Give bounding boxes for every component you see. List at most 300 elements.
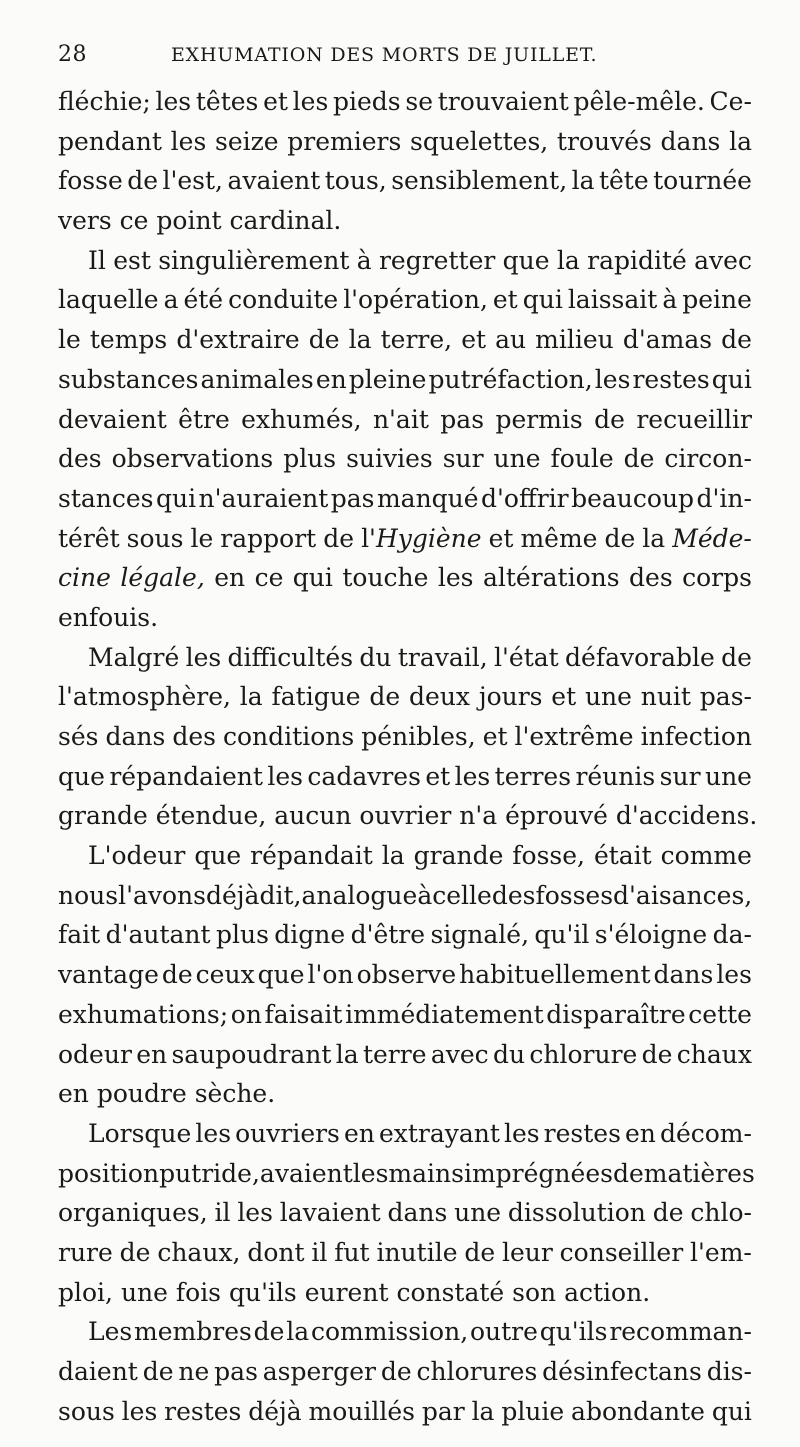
word: désinfectans [542, 1357, 702, 1386]
word: l'avons [118, 880, 206, 910]
word: le [190, 523, 214, 553]
word: inutile [376, 1237, 458, 1267]
word: les [170, 126, 207, 156]
page-header [58, 40, 752, 76]
word: singulièrement [158, 245, 350, 275]
word: d'être [350, 920, 426, 950]
word: avec [694, 245, 752, 275]
word: le [58, 325, 81, 355]
word: stances [58, 483, 154, 513]
text-line [58, 1035, 752, 1075]
text-line [58, 677, 752, 717]
word: de [464, 1237, 496, 1267]
word: observations [111, 444, 274, 474]
text-line [58, 360, 752, 400]
word: la [335, 1039, 359, 1069]
word: habituellement [459, 960, 651, 990]
word: rapport [220, 523, 317, 553]
word: de [369, 682, 401, 712]
word: mains [388, 1158, 464, 1188]
word: position [58, 1158, 160, 1188]
word: restes [164, 1396, 242, 1426]
word-part: l' [361, 523, 376, 553]
word: milieu [535, 325, 614, 355]
word: une [493, 444, 541, 474]
word: nous [58, 880, 119, 910]
word: corps [682, 563, 752, 593]
word: disparaître [546, 999, 686, 1029]
word: cadavres [307, 761, 421, 791]
word: qu'ils [539, 1317, 608, 1347]
word: que [194, 841, 242, 871]
word: l'état [494, 642, 559, 672]
word: immédiatement [345, 999, 544, 1029]
word: que [58, 761, 105, 791]
word [58, 558, 111, 598]
word: avec [430, 1039, 489, 1069]
word: de [721, 642, 752, 672]
word: touche [342, 563, 429, 593]
word: imprégnées [463, 1158, 613, 1188]
word: qui [292, 563, 333, 593]
word: Lorsque [88, 1118, 192, 1148]
word: membres [134, 1317, 252, 1347]
word: dissolution [507, 1198, 646, 1228]
text-line [58, 598, 752, 638]
word: que [502, 245, 550, 275]
word: qui [711, 1396, 752, 1426]
text-line [58, 1273, 752, 1313]
word: les [292, 87, 329, 116]
word: Malgré [88, 642, 180, 672]
line-text: en poudre sèche. [58, 1079, 276, 1109]
word: lavaient [279, 1198, 381, 1228]
word: et [263, 87, 288, 116]
word: avaient [259, 1158, 353, 1188]
word: recomman- [609, 1317, 752, 1347]
word: des [172, 722, 216, 751]
word: pluie [501, 1396, 565, 1426]
word: cette [688, 999, 752, 1029]
word: terre, [380, 325, 453, 355]
word [672, 519, 752, 559]
word: de [623, 444, 655, 474]
word: suivies [346, 444, 433, 474]
word: des [629, 563, 673, 593]
paragraph-first-line [58, 241, 752, 281]
word: de [142, 1357, 174, 1386]
word: Les [88, 1317, 133, 1347]
text-line [58, 519, 752, 559]
word: et [425, 761, 451, 791]
page-number: 28 [58, 42, 87, 67]
italic-word: légale, [120, 563, 205, 593]
word: de [641, 1039, 673, 1069]
word: deux [409, 682, 471, 712]
word: tête [598, 166, 649, 196]
word: fléchie; [58, 87, 151, 116]
word: il [311, 1237, 328, 1267]
word: jours [478, 682, 543, 712]
word: pêle-mêle. [573, 87, 705, 116]
word: d'in- [696, 483, 752, 513]
line-text: vers ce point cardinal. [58, 206, 342, 236]
word: fait [58, 920, 101, 950]
word: l'on [307, 960, 354, 990]
paragraph-first-line [58, 1114, 752, 1154]
word: était [593, 841, 652, 871]
word: tous, [324, 166, 387, 196]
word: putride, [159, 1158, 260, 1188]
word: déjà [205, 880, 260, 910]
word: peine [682, 285, 752, 315]
word: recueillir [636, 404, 752, 434]
word: du [359, 642, 392, 672]
word: la [642, 523, 666, 553]
text-line [58, 995, 752, 1035]
italic-word: cine [58, 563, 111, 593]
word: tournée [653, 166, 752, 196]
word: terre [362, 1039, 427, 1069]
word: des [58, 444, 102, 474]
word: les [121, 1396, 158, 1426]
word: les [185, 642, 222, 672]
word: conditions [223, 722, 355, 751]
word: L'odeur [88, 841, 186, 871]
word: fatigue [271, 682, 361, 712]
word: du [492, 1039, 526, 1069]
word: la [729, 126, 752, 156]
word: rure [58, 1237, 113, 1267]
paragraph-first-line [58, 638, 752, 678]
text-line [58, 1352, 752, 1392]
word: d'autant [105, 920, 211, 950]
word: de [127, 166, 159, 196]
word: qui [711, 364, 752, 394]
word: vantage [58, 960, 159, 990]
word: permis [495, 404, 583, 434]
word: de [119, 1237, 151, 1267]
word: ceux [195, 960, 255, 990]
word: a [163, 285, 179, 315]
text-line [58, 1074, 752, 1114]
word: et [461, 325, 487, 355]
word: de [253, 1317, 285, 1347]
word: pieds [333, 87, 401, 116]
word: dans [387, 1198, 448, 1228]
word: par [421, 1396, 465, 1426]
text-line [58, 439, 752, 479]
text-line [58, 280, 752, 320]
word: et [551, 682, 577, 712]
word: plus [215, 920, 269, 950]
word: substances [58, 364, 199, 394]
word: rapidité [587, 245, 687, 275]
line-text: enfouis. [58, 602, 159, 632]
word: beaucoup [571, 483, 695, 513]
word: répandait [250, 841, 373, 871]
word: sensiblement, [391, 166, 568, 196]
running-title: EXHUMATION DES MORTS DE JUILLET. [171, 44, 598, 66]
word: qui [155, 483, 197, 513]
word: la [348, 325, 372, 355]
word: temps [89, 325, 168, 355]
word: les [594, 364, 631, 394]
text-line [58, 479, 752, 519]
word: et [488, 523, 514, 553]
text-line [58, 1193, 752, 1233]
text-line [58, 161, 752, 201]
line-text: ploi, une fois qu'ils eurent constaté son action. [58, 1277, 651, 1307]
word: à [356, 245, 372, 275]
word: pas [214, 1357, 258, 1386]
word: Ce- [709, 87, 752, 116]
word: sous [126, 523, 184, 553]
word: fut [334, 1237, 370, 1267]
word: en [214, 563, 246, 593]
word: daient [58, 1357, 138, 1386]
word: qu'il [534, 920, 590, 950]
word: putréfaction, [428, 364, 593, 394]
word: pas [330, 483, 375, 513]
word: les [437, 563, 474, 593]
word: observe [356, 960, 457, 990]
word: chlorure [529, 1039, 638, 1069]
word: décom- [659, 1118, 752, 1148]
word: même [520, 523, 598, 553]
word: seize [215, 126, 279, 156]
paragraph-first-line [58, 836, 752, 876]
word: de [721, 325, 752, 355]
word: leur [501, 1237, 553, 1267]
word: regretter [378, 245, 496, 275]
word: n'auraient [198, 483, 329, 513]
word: il [214, 1198, 231, 1228]
word: extrayant [378, 1118, 500, 1148]
word: une [584, 682, 632, 712]
word: dans [660, 126, 721, 156]
word: qui [522, 285, 563, 315]
word: restes [543, 1118, 621, 1148]
word: les [716, 960, 752, 990]
word: pas- [699, 682, 752, 712]
text-line [58, 955, 752, 995]
word: trouvaient [437, 87, 569, 116]
word: animales [200, 364, 314, 394]
word: à [662, 285, 678, 315]
text-line [58, 717, 752, 757]
word: exhumations; [58, 999, 229, 1029]
word: à [417, 880, 433, 910]
text-line [58, 796, 758, 836]
word: Il [88, 245, 106, 275]
word: est [113, 245, 151, 275]
word: sur [442, 444, 484, 474]
word: saupoudrant [171, 1039, 332, 1069]
text-line [58, 320, 752, 360]
word: sés [58, 722, 99, 751]
word: avaient [227, 166, 321, 196]
word: d'extraire [176, 325, 300, 355]
word: dont [247, 1237, 305, 1267]
text-line [58, 757, 752, 797]
word: premiers [287, 126, 402, 156]
word: déjà [248, 1396, 302, 1426]
italic-word: Méde- [672, 523, 752, 553]
word: exhumés, [241, 404, 362, 434]
word: d'aisances, [613, 880, 753, 910]
word: comme [660, 841, 752, 871]
word: en [315, 364, 347, 394]
word: terres [494, 761, 572, 791]
word: chlorures [416, 1357, 538, 1386]
word: altérations [482, 563, 620, 593]
word: s'éloigne [594, 920, 708, 950]
word: été [183, 285, 224, 315]
word: défavorable [565, 642, 715, 672]
word: l'opération, [343, 285, 488, 315]
word: que [257, 960, 305, 990]
word: da- [712, 920, 752, 950]
word: difficultés [227, 642, 354, 672]
word: ouvriers [235, 1118, 340, 1148]
word: en [136, 1039, 168, 1069]
line-text: grande étendue, aucun ouvrier n'a éprouvé d'accidens. [58, 801, 758, 831]
word: matières [643, 1158, 755, 1188]
word: fosses [535, 880, 614, 910]
word: d'offrir [481, 483, 569, 513]
word: grande [413, 841, 504, 871]
text-line [58, 876, 752, 916]
word: une [454, 1198, 502, 1228]
word: être [178, 404, 230, 434]
word: de [652, 1198, 684, 1228]
word: fosse, [512, 841, 586, 871]
word: plus [283, 444, 337, 474]
word: sous [58, 1396, 115, 1426]
word: de [380, 1357, 412, 1386]
word: pas [440, 404, 485, 434]
word: nuit [640, 682, 691, 712]
text-line [58, 82, 752, 122]
word: ne [178, 1357, 210, 1386]
word: chlo- [690, 1198, 752, 1228]
word: la [381, 841, 405, 871]
word: dit, [259, 880, 302, 910]
word: commission, [310, 1317, 469, 1347]
word: dans [105, 722, 166, 751]
word: faisait [264, 999, 343, 1029]
text-line [58, 558, 752, 598]
word: réunis [575, 761, 656, 791]
text-line [58, 1233, 752, 1273]
word: les [267, 761, 303, 791]
word: analogue [301, 880, 418, 910]
word: mouillés [308, 1396, 416, 1426]
word: pleine [348, 364, 427, 394]
word: de [323, 523, 355, 553]
word: digne [274, 920, 346, 950]
text-line [58, 201, 752, 241]
word: chaux, [157, 1237, 241, 1267]
word: foule [550, 444, 614, 474]
word: des [491, 880, 536, 910]
word: répandaient [109, 761, 263, 791]
word: outre [469, 1317, 538, 1347]
word [120, 558, 204, 598]
word: ce [254, 563, 284, 593]
word: les [503, 1118, 540, 1148]
word: les [454, 761, 491, 791]
word: pénibles, [361, 722, 476, 751]
text-line [58, 122, 752, 162]
word: en [343, 1118, 375, 1148]
word: dans [653, 960, 714, 990]
text-line [58, 915, 752, 955]
word: et [482, 722, 508, 751]
word: laquelle [58, 285, 159, 315]
word: manqué [376, 483, 479, 513]
word: l'est, [162, 166, 223, 196]
word: l'extrême [514, 722, 634, 751]
word: circon- [664, 444, 752, 474]
word: les [195, 1118, 232, 1148]
word: la [239, 682, 263, 712]
word: celle [432, 880, 492, 910]
word: térêt [58, 523, 120, 553]
word: sur [659, 761, 701, 791]
word: de [604, 523, 636, 553]
word: têtes [195, 87, 259, 116]
word: de [308, 325, 340, 355]
word: en [624, 1118, 656, 1148]
word: de [594, 404, 625, 434]
text-line [58, 1154, 755, 1194]
word: chaux [676, 1039, 752, 1069]
word: trouvés [556, 126, 652, 156]
word: au [495, 325, 527, 355]
word: d'amas [622, 325, 713, 355]
word: restes [632, 364, 710, 394]
word-part: Hygiène [375, 523, 482, 553]
word: la [571, 166, 595, 196]
word [361, 519, 482, 559]
text-line [58, 1392, 752, 1432]
word: conduite [228, 285, 339, 315]
word: conseiller [559, 1237, 684, 1267]
word: infection [640, 722, 752, 751]
word: organiques, [58, 1198, 208, 1228]
word: la [471, 1396, 495, 1426]
word: squelettes, [410, 126, 549, 156]
word: fosse [58, 166, 123, 196]
word: les [155, 87, 192, 116]
word: abondante [571, 1396, 705, 1426]
word: n'ait [372, 404, 429, 434]
word: les [237, 1198, 273, 1228]
body-text [58, 82, 758, 1431]
text-line [58, 400, 752, 440]
word: la [556, 245, 580, 275]
word: de [161, 960, 193, 990]
word: odeur [58, 1039, 132, 1069]
word: de [612, 1158, 644, 1188]
word: l'atmosphère, [58, 682, 231, 712]
word: pendant [58, 126, 162, 156]
word: on [230, 999, 262, 1029]
word: se [405, 87, 433, 116]
word: l'em- [690, 1237, 752, 1267]
